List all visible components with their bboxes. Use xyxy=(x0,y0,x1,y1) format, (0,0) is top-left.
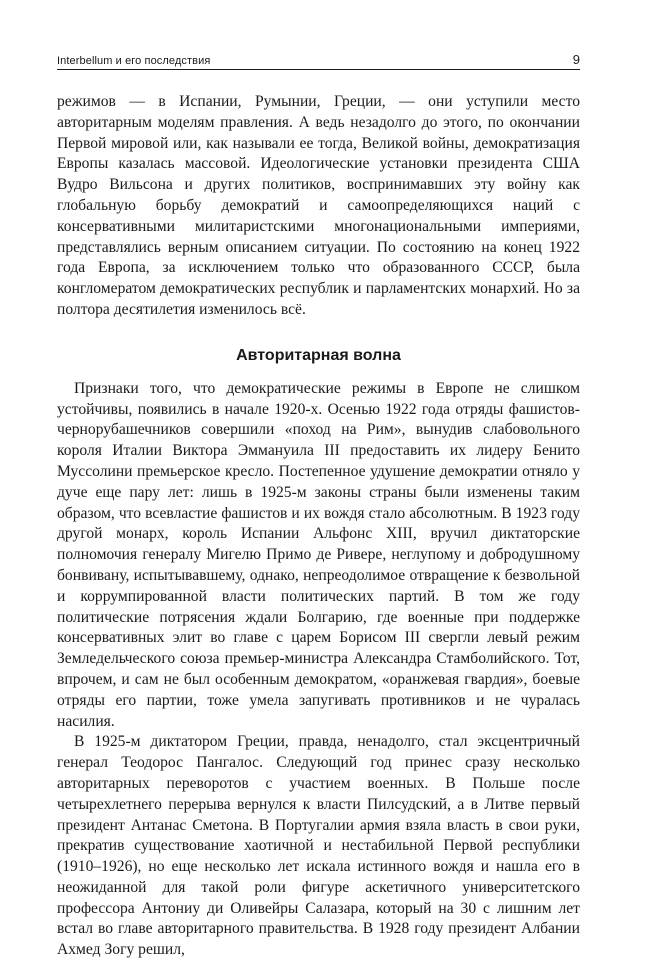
section-heading: Авторитарная волна xyxy=(236,346,401,364)
running-header xyxy=(57,47,580,70)
lead-paragraph: режимов — в Испании, Румынии, Греции, — они уступили место авторитарным моделям правления. А ведь незадолго до этого, по окончании Первой мировой или, как называли ее тогда, Великой войны, демократизация Европы казалась массовой. Идеологические установки президента США Вудро Вильсона и других политиков, воспринимавших эту войну как глобальную борьбу демократий и самоопределяющихся наций с консервативными милитаристскими многонациональными империями, представлялись верным описанием ситуации. По состоянию на конец 1922 года Европа, за исключением только что образованного СССР, была конгломератом демократических республик и парламентских монархий. Но за полтора десятилетия изменилось всё. xyxy=(57,93,580,318)
page-number: 9 xyxy=(572,52,580,67)
body-paragraph-2: В 1925-м диктатором Греции, правда, ненадолго, стал эксцентричный генерал Теодорос Пангалос. Следующий год принес сразу несколько авторитарных переворотов с участием военных. В Польше после четырехлетнего перерыва вернулся к власти Пилсудский, а в Литве первый президент Антанас Сметона. В Португалии армия взяла власть в свои руки, прекратив существование хаотичной и нестабильной Первой республики (1910–1926), но еще несколько лет искала истинного вождя и нашла его в неожиданной для такой роли фигуре аскетичного университетского профессора Антониу ди Оливейры Салазара, который на 30 с лишним лет встал во главе авторитарного правительства. В 1928 году президент Албании Ахмед Зогу решил, xyxy=(57,733,580,959)
body-paragraph-1: Признаки того, что демократические режимы в Европе не слишком устойчивы, появились в начале 1920-х. Осенью 1922 года отряды фашистов-чернорубашечников совершили «поход на Рим», вынудив слабовольного короля Италии Виктора Эммануила III предоставить их лидеру Бенито Муссолини премьерское кресло. Постепенное удушение демократии отняло у дуче еще пару лет: лишь в 1925-м законы страны были изменены таким образом, что всевластие фашистов и их вождя стало абсолютным. В 1923 году другой монарх, король Испании Альфонс XIII, вручил диктаторские полномочия генералу Мигелю Примо де Ривере, неглупому и добродушному бонвивану, испытывавшему, однако, непреодолимое отвращение к безвольной и коррумпированной власти политических партий. В том же году политические потрясения ждали Болгарию, где военные при поддержке консервативных элит во главе с царем Борисом III свергли левый режим Земледельческого союза премьер-министра Александра Стамболийского. Тот, впрочем, и сам не был особенным демократом, «оранжевая гвардия», боевые отряды его партии, тоже умела запугивать противников и не чуралась насилия. xyxy=(57,379,580,730)
book-page xyxy=(57,47,580,961)
running-title: Interbellum и его последствия xyxy=(57,55,211,67)
